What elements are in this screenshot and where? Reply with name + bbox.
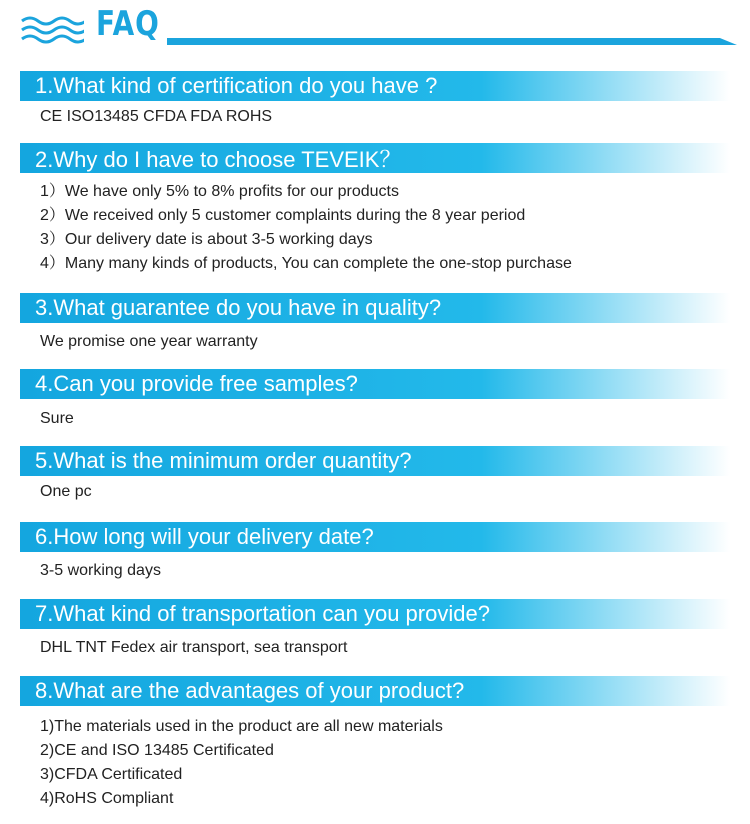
faq-answer-1 [40, 105, 272, 129]
answer-line: CE ISO13485 CFDA FDA ROHS [40, 108, 273, 125]
faq-answer-5 [40, 480, 92, 504]
question-text: 7.What kind of transportation can you provide? [35, 601, 490, 626]
question-text: 2.Why do I have to choose TEVEIK？ [35, 146, 402, 172]
answer-line: 3）Our delivery date is about 3-5 working days [40, 231, 373, 248]
answer-line: 3-5 working days [40, 562, 161, 579]
answer-line: 4)RoHS Compliant [40, 790, 174, 807]
faq-header [0, 0, 750, 60]
answer-line: 1)The materials used in the product are all new materials [40, 718, 443, 735]
answer-line: 1）We have only 5% to 8% profits for our products [40, 183, 399, 200]
answer-line: We promise one year warranty [40, 333, 258, 350]
faq-question-5 [20, 446, 730, 476]
faq-question-8 [20, 676, 730, 706]
answer-line: 3)CFDA Certificated [40, 766, 183, 783]
waves-icon [20, 15, 84, 45]
answer-line: 2)CE and ISO 13485 Certificated [40, 742, 274, 759]
answer-line: DHL TNT Fedex air transport, sea transport [40, 639, 348, 656]
question-text: 8.What are the advantages of your product? [35, 678, 465, 703]
faq-question-1 [20, 71, 730, 101]
question-text: 5.What is the minimum order quantity? [35, 448, 412, 473]
faq-question-4 [20, 369, 730, 399]
answer-line: 2）We received only 5 customer complaints during the 8 year period [40, 207, 526, 224]
faq-answer-4 [40, 407, 74, 431]
question-text: 6.How long will your delivery date? [35, 524, 374, 549]
question-text: 1.What kind of certification do you have ? [35, 73, 438, 98]
answer-line: 4）Many many kinds of products, You can complete the one-stop purchase [40, 255, 572, 272]
question-text: 4.Can you provide free samples? [35, 371, 358, 396]
answer-line: Sure [40, 410, 74, 427]
answer-line: One pc [40, 483, 92, 500]
faq-answer-3 [40, 330, 258, 354]
faq-question-2 [20, 143, 730, 173]
faq-answer-8 [40, 715, 443, 811]
faq-answer-2 [40, 180, 572, 276]
question-text: 3.What guarantee do you have in quality? [35, 295, 442, 320]
faq-question-7 [20, 599, 730, 629]
faq-answer-7 [40, 636, 347, 660]
faq-answer-6 [40, 559, 161, 583]
faq-question-3 [20, 293, 730, 323]
page-title: FAQ [96, 4, 160, 44]
header-divider [167, 38, 737, 45]
faq-question-6 [20, 522, 730, 552]
